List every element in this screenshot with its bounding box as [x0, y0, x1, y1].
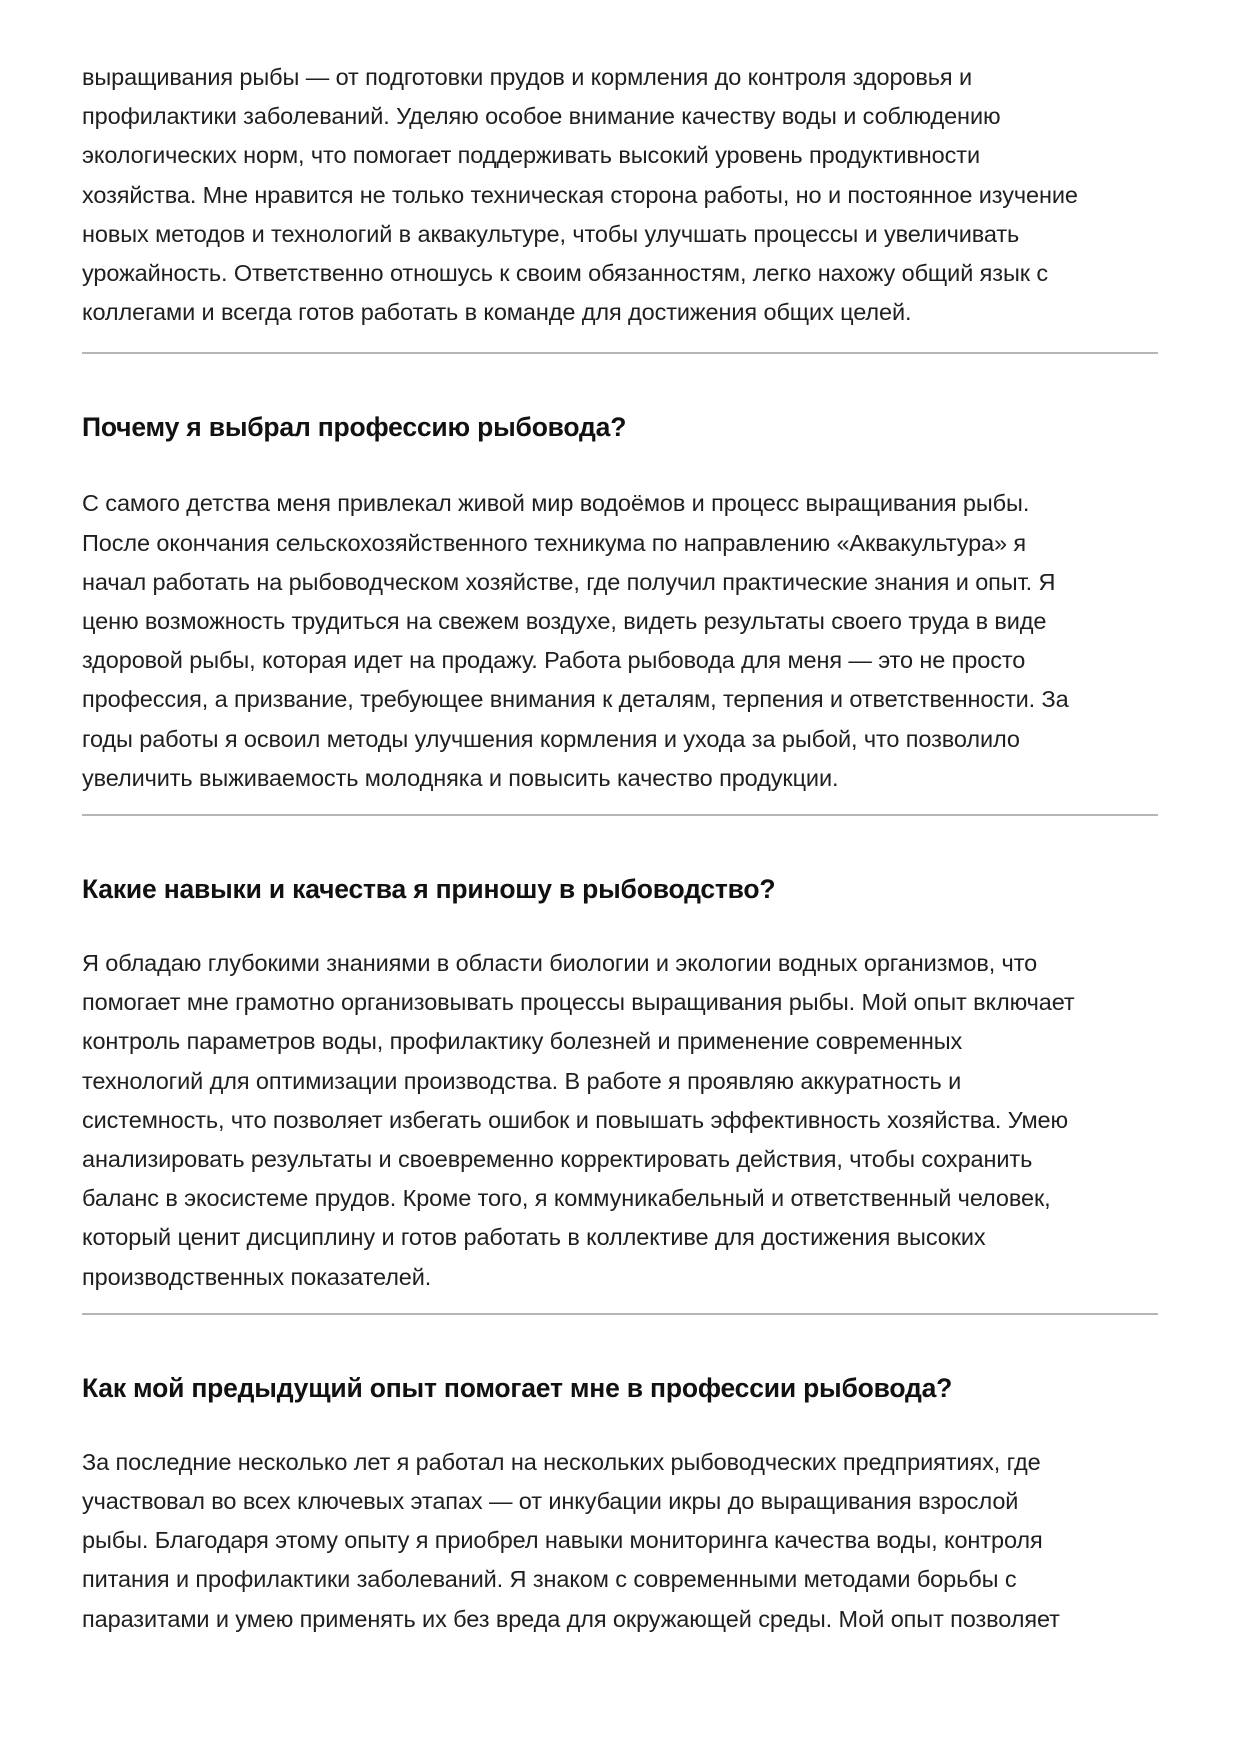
text-line: За последние несколько лет я работал на нескольких рыбоводческих предприятиях, где	[82, 1448, 1041, 1475]
text-line: баланс в экосистеме прудов. Кроме того, я коммуникабельный и ответственный человек,	[82, 1185, 1051, 1212]
text-line: коллегами и всегда готов работать в команде для достижения общих целей.	[82, 299, 912, 326]
text-line: После окончания сельскохозяйственного техникума по направлению «Аквакультура» я	[82, 529, 1027, 556]
document-page	[82, 58, 1158, 1639]
section-paragraph	[82, 484, 1158, 798]
text-line: С самого детства меня привлекал живой мир водоёмов и процесс выращивания рыбы.	[82, 490, 1030, 517]
text-line: профессия, а призвание, требующее внимания к деталям, терпения и ответственности. За	[82, 686, 1069, 713]
text-line: экологических норм, что помогает поддерживать высокий уровень продуктивности	[82, 142, 980, 169]
text-line: контроль параметров воды, профилактику болезней и применение современных	[82, 1028, 963, 1055]
text-line: ценю возможность трудиться на свежем воздухе, видеть результаты своего труда в виде	[82, 608, 1047, 635]
intro-paragraph	[82, 58, 1158, 332]
section-heading: Какие навыки и качества я приношу в рыбоводство?	[82, 874, 776, 905]
section-paragraph	[82, 944, 1158, 1297]
text-line: питания и профилактики заболеваний. Я знаком с современными методами борьбы с	[82, 1566, 1017, 1593]
text-line: анализировать результаты и своевременно корректировать действия, чтобы сохранить	[82, 1146, 1033, 1173]
section-why-fish-farmer	[82, 410, 1158, 798]
text-line: хозяйства. Мне нравится не только техническая сторона работы, но и постоянное изучение	[82, 181, 1078, 208]
text-line: профилактики заболеваний. Уделяю особое внимание качеству воды и соблюдению	[82, 103, 1001, 130]
text-line: урожайность. Ответственно отношусь к своим обязанностям, легко нахожу общий язык с	[82, 260, 1048, 287]
text-line: участвовал во всех ключевых этапах — от инкубации икры до выращивания взрослой	[82, 1488, 1019, 1515]
text-line: технологий для оптимизации производства. В работе я проявляю аккуратность и	[82, 1067, 962, 1094]
text-line: паразитами и умею применять их без вреда для окружающей среды. Мой опыт позволяет	[82, 1605, 1060, 1632]
section-heading: Как мой предыдущий опыт помогает мне в профессии рыбовода?	[82, 1372, 953, 1403]
section-skills-qualities	[82, 872, 1158, 1297]
text-line: помогает мне грамотно организовывать процессы выращивания рыбы. Мой опыт включает	[82, 989, 1075, 1016]
section-divider	[82, 1313, 1158, 1315]
text-line: производственных показателей.	[82, 1263, 432, 1290]
section-divider	[82, 352, 1158, 354]
text-line: который ценит дисциплину и готов работать в коллективе для достижения высоких	[82, 1224, 986, 1251]
text-line: системность, что позволяет избегать ошибок и повышать эффективность хозяйства. Умею	[82, 1106, 1069, 1133]
text-line: новых методов и технологий в аквакультуре, чтобы улучшать процессы и увеличивать	[82, 220, 1020, 247]
text-line: начал работать на рыбоводческом хозяйстве, где получил практические знания и опыт. Я	[82, 568, 1056, 595]
text-line: здоровой рыбы, которая идет на продажу. Работа рыбовода для меня — это не просто	[82, 647, 1026, 674]
text-line: рыбы. Благодаря этому опыту я приобрел навыки мониторинга качества воды, контроля	[82, 1527, 1043, 1554]
text-line: годы работы я освоил методы улучшения кормления и ухода за рыбой, что позволило	[82, 725, 1020, 752]
text-line: выращивания рыбы — от подготовки прудов и кормления до контроля здоровья и	[82, 64, 973, 90]
section-paragraph	[82, 1443, 1158, 1639]
text-line: Я обладаю глубокими знаниями в области биологии и экологии водных организмов, что	[82, 950, 1038, 977]
text-line: увеличить выживаемость молодняка и повысить качество продукции.	[82, 764, 839, 791]
intro-section	[82, 58, 1158, 332]
section-heading: Почему я выбрал профессию рыбовода?	[82, 412, 627, 443]
section-divider	[82, 814, 1158, 816]
section-previous-experience	[82, 1371, 1158, 1639]
